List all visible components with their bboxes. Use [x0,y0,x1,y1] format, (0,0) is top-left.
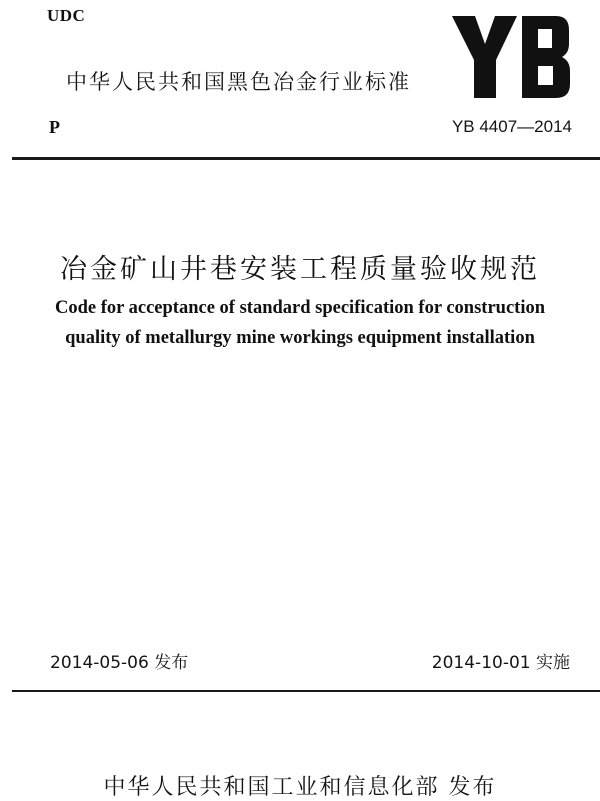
header-divider [12,157,600,160]
title-chinese: 冶金矿山井巷安装工程质量验收规范 [60,254,540,285]
yb-logo-letter-b [522,16,570,98]
implementation-date: 2014-10-01 实施 [431,653,570,673]
standard-number: YB 4407—2014 [451,117,572,136]
issue-date: 2014-05-06 发布 [50,653,189,673]
category-code: P [49,117,60,137]
yb-logo-letter-y [452,16,517,98]
standard-type: 中华人民共和国黑色冶金行业标准 [66,70,411,94]
footer-divider [12,690,600,692]
udc-label: UDC [47,6,86,25]
title-english-line1: Code for acceptance of standard specification for construction [54,298,545,318]
title-english-line2: quality of metallurgy mine workings equipment installation [65,328,535,348]
yb-logo [452,16,570,98]
issuer: 中华人民共和国工业和信息化部 发布 [103,775,497,800]
